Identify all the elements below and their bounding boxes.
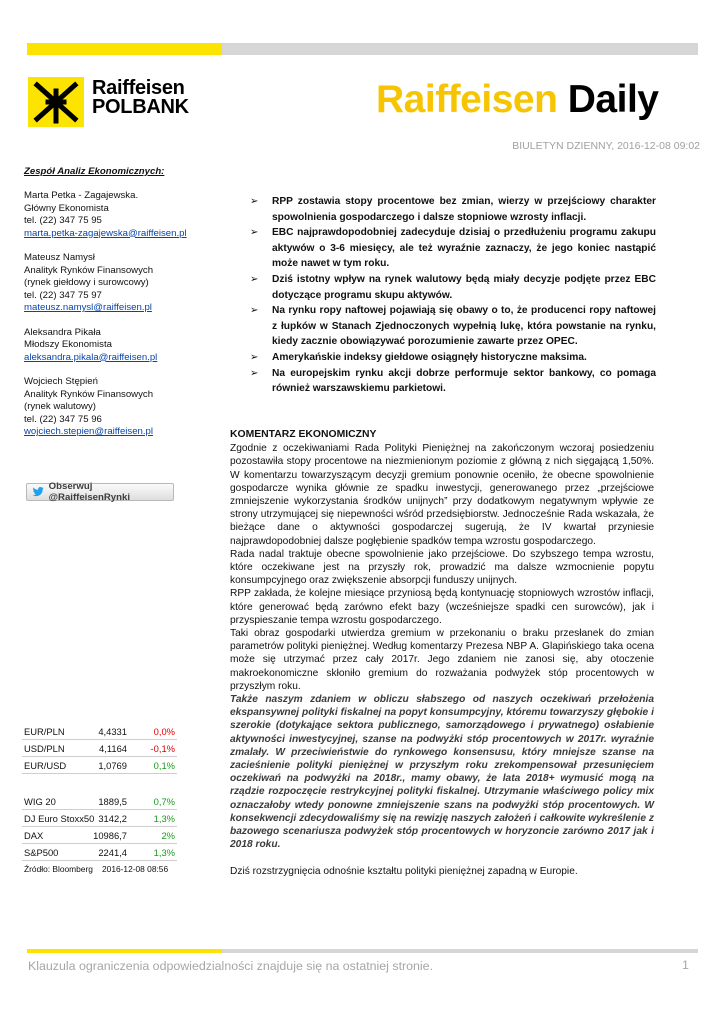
contact-detail: Główny Ekonomista bbox=[24, 202, 109, 214]
instrument-value: 4,1164 bbox=[99, 743, 127, 754]
instrument-value: 4,4331 bbox=[98, 726, 127, 737]
market-row bbox=[22, 759, 177, 774]
commentary-paragraph-4: Taki obraz gospodarki utwierdza gremium w przekonaniu o braku przesłanek do zmian parametrów polityki pieniężnej. Według komentarzy Prezesa NBP A. Glapińskiego taka ocena może się utrzymać przez cały 2017r. Jego zdaniem nie zanosi się, aby otoczenie makroekonomiczne skłoniło gremium do rozważania podwyżek stóp procentowych w przyszłym roku. bbox=[230, 628, 654, 692]
contact-detail: Analityk Rynków Finansowych bbox=[24, 388, 154, 400]
market-source bbox=[24, 864, 169, 874]
source-label: Źródło: Bloomberg bbox=[24, 864, 93, 874]
title-word-daily: Daily bbox=[567, 78, 659, 121]
contact-email-link[interactable]: mateusz.namysl@raiffeisen.pl bbox=[24, 302, 152, 314]
arrow-bullet-icon: ➢ bbox=[250, 305, 259, 317]
instrument-name: USD/PLN bbox=[24, 743, 65, 754]
follow-label: Obserwuj @RaiffeisenRynki bbox=[48, 481, 130, 503]
instrument-name: WIG 20 bbox=[24, 796, 56, 807]
key-point-text: Dziś istotny wpływ na rynek walutowy będą miały decyzje podjęte przez EBC dotyczące programu skupu aktywów. bbox=[272, 273, 656, 301]
arrow-bullet-icon: ➢ bbox=[250, 367, 259, 379]
instrument-change: 0,7% bbox=[153, 796, 175, 807]
contact-email-link[interactable]: wojciech.stepien@raiffeisen.pl bbox=[24, 426, 154, 438]
key-point bbox=[238, 350, 656, 366]
contact-name: Mateusz Namysł bbox=[24, 252, 95, 264]
instrument-value: 1,0769 bbox=[98, 760, 127, 771]
contact-card bbox=[24, 327, 209, 364]
key-point-text: EBC najprawdopodobniej zadecyduje dzisiaj o przedłużeniu programu zakupu aktywów o 3-6 miesięcy, ale też wyraźnie zaznaczy, że jego koniec nastąpić może nawet w tym roku. bbox=[272, 227, 656, 270]
source-date: 2016-12-08 08:56 bbox=[102, 864, 169, 874]
market-row bbox=[22, 812, 177, 827]
contact-detail: Młodszy Ekonomista bbox=[24, 339, 112, 351]
twitter-bird-icon bbox=[32, 487, 45, 497]
arrow-bullet-icon: ➢ bbox=[250, 351, 259, 363]
arrow-bullet-icon: ➢ bbox=[250, 273, 259, 285]
key-point-text: Amerykańskie indeksy giełdowe osiągnęły historyczne maksima. bbox=[272, 351, 587, 363]
instrument-value: 10986,7 bbox=[93, 830, 127, 841]
contact-detail: Analityk Rynków Finansowych bbox=[24, 264, 154, 276]
instrument-value: 1889,5 bbox=[98, 796, 127, 807]
contact-list bbox=[24, 190, 209, 438]
contact-card bbox=[24, 252, 209, 314]
instrument-change: 1,3% bbox=[153, 813, 175, 824]
contact-card bbox=[24, 376, 209, 438]
commentary-paragraph-2: Rada nadal traktuje obecne spowolnienie jako przejściowe. Do szybszego tempa wzrostu, które oczekiwane jest na przyszły rok, prowadzić ma dalsze wzmocnienie popytu konsumpcyjnego oraz zwiększenie absorpcji funduszy unijnych. bbox=[230, 548, 654, 587]
contact-name: Wojciech Stępień bbox=[24, 376, 98, 388]
market-row bbox=[22, 795, 177, 810]
logo-line-1: Raiffeisen bbox=[92, 77, 185, 99]
instrument-change: -0,1% bbox=[150, 743, 175, 754]
disclaimer-note: Klauzula ograniczenia odpowiedzialności znajduje się na ostatniej stronie. bbox=[28, 959, 434, 973]
contact-email-link[interactable]: marta.petka-zagajewska@raiffeisen.pl bbox=[24, 227, 187, 239]
contact-name: Aleksandra Pikała bbox=[24, 326, 101, 338]
key-points-list bbox=[238, 194, 656, 397]
key-point-text: Na rynku ropy naftowej pojawiają się obawy o to, że producenci ropy naftowej z łupków w Stanach Zjednoczonych wypełnią lukę, która powstanie na rynku, kiedy zacznie obowiązywać porozumienie zawarte przez OPEC. bbox=[272, 305, 656, 348]
key-point bbox=[238, 272, 656, 303]
instrument-change: 2% bbox=[161, 830, 175, 841]
instrument-name: DAX bbox=[24, 830, 44, 841]
contact-detail: tel. (22) 347 75 96 bbox=[24, 413, 102, 425]
publication-title bbox=[376, 77, 706, 123]
top-accent-yellow bbox=[27, 43, 222, 55]
key-point bbox=[238, 303, 656, 350]
contact-name: Marta Petka - Zagajewska. bbox=[24, 190, 139, 202]
sidebar bbox=[24, 166, 209, 451]
commentary-paragraph-6: Dziś rozstrzygnięcia odnośnie kształtu polityki pieniężnej zapadną w Europie. bbox=[230, 865, 578, 877]
logo-line-2: POLBANK bbox=[92, 96, 189, 118]
bottom-accent-bar bbox=[27, 949, 698, 953]
key-point bbox=[238, 194, 656, 225]
key-point bbox=[238, 225, 656, 272]
raiffeisen-gable-icon bbox=[28, 77, 84, 127]
arrow-bullet-icon: ➢ bbox=[250, 196, 259, 207]
market-row bbox=[22, 829, 177, 844]
market-row bbox=[22, 742, 177, 757]
instrument-change: 0,0% bbox=[153, 726, 175, 737]
market-row bbox=[22, 846, 177, 861]
contact-card bbox=[24, 190, 209, 240]
commentary-paragraph-3: RPP zakłada, że kolejne miesiące przyniosą będą kontynuację stopniowych wzrostów inflacji, które generować będą zarówno efekt bazy (wcześniejsze spadki cen surowców), jak i przyspieszanie tempa wzrostu gospodarczego. bbox=[230, 588, 654, 626]
bulletin-date: BIULETYN DZIENNY, 2016-12-08 09:02 bbox=[512, 140, 700, 152]
instrument-change: 0,1% bbox=[153, 760, 175, 771]
market-row bbox=[22, 725, 177, 740]
team-title: Zespół Analiz Ekonomicznych: bbox=[24, 166, 165, 177]
key-point-text: Na europejskim rynku akcji dobrze performuje sektor bankowy, co pomaga również warszawskiemu parkietowi. bbox=[272, 367, 656, 395]
contact-detail: tel. (22) 347 75 95 bbox=[24, 215, 102, 227]
commentary-paragraph-5: Także naszym zdaniem w obliczu słabszego od naszych oczekiwań przełożenia ekspansywnej polityki fiskalnej na popyt konsumpcyjny, któremu towarzyszy głębokie i szerokie (dotykające sektora publicznego, samorządowego i prywatnego) osłabienie aktywności inwestycyjnej, szanse na podwyżki stóp procentowych w 2017r. wyraźnie zmalały. W przeciwieństwie do rynkowego konsensusu, który mniejsze szanse na zacieśnienie polityki pieniężnej w przyszłym roku zrekompensował przesunięciem oczekiwań na podwyżki na 2018r., mamy obawy, że lata 2018+ wymusić mogą na rządzie rozpoczęcie restrykcyjnej polityki fiskalnej. Utrzymanie właściwego policy mix oznaczałoby wtedy ponowne zmniejszenie szans na podwyżki stóp procentowych. W konsekwencji zdecydowaliśmy się na rewizję naszych założeń i całkowite wykreślenie z bazowego scenariusza podwyżek stóp procentowych w horyzoncie zarówno 2017 jak i 2018 roku. bbox=[230, 694, 654, 851]
key-point bbox=[238, 366, 656, 397]
contact-detail: (rynek giełdowy i surowcowy) bbox=[24, 277, 149, 289]
key-point-text: RPP zostawia stopy procentowe bez zmian, wierzy w przejściowy charakter spowolnienia gospodarczego i dalsze stopniowe wzrosty inflacji. bbox=[272, 196, 656, 223]
instrument-value: 3142,2 bbox=[98, 813, 127, 824]
contact-detail: tel. (22) 347 75 97 bbox=[24, 289, 102, 301]
logo-wordmark bbox=[92, 79, 189, 117]
top-accent-bar bbox=[27, 43, 698, 55]
instrument-change: 1,3% bbox=[153, 847, 175, 858]
instrument-value: 2241,4 bbox=[98, 847, 127, 858]
economic-commentary bbox=[230, 428, 654, 878]
instrument-name: S&P500 bbox=[24, 847, 59, 858]
commentary-heading: KOMENTARZ EKONOMICZNY bbox=[230, 429, 377, 440]
title-word-raiffeisen: Raiffeisen bbox=[376, 78, 558, 121]
instrument-name: DJ Euro Stoxx50 bbox=[24, 813, 95, 824]
contact-email-link[interactable]: aleksandra.pikala@raiffeisen.pl bbox=[24, 351, 158, 363]
twitter-follow-button[interactable] bbox=[26, 483, 174, 501]
contact-detail: (rynek walutowy) bbox=[24, 401, 96, 413]
commentary-paragraph-1: Zgodnie z oczekiwaniami Rada Polityki Pieniężnej na zakończonym wczoraj posiedzeniu pozostawiła stopy procentowe na niezmienionym poziomie z główną z nich sięgającą 1,50%. W komentarzu towarzyszącym decyzji gremium ponownie oceniło, że obecne spowolnienie gospodarcze wynika głównie ze spadku inwestycji, generowanego przez „przejściowe zmniejszenie wykorzystania środków unijnych” przy dodatkowym negatywnym wpływie ze strony utrzymującej się niepewności wśród przedsiębiorstw. Jednocześnie Rada wskazała, że bieżące dane o aktywności gospodarczej sugerują, że IV kwartał przyniesie najprawdopodobniej dalsze pogłębienie spadków tempa wzrostu gospodarczego. bbox=[230, 443, 654, 547]
instrument-name: EUR/USD bbox=[24, 760, 67, 771]
arrow-bullet-icon: ➢ bbox=[250, 227, 259, 239]
raiffeisen-polbank-logo bbox=[28, 77, 188, 127]
bottom-accent-yellow bbox=[27, 949, 222, 953]
page-number: 1 bbox=[682, 958, 689, 972]
instrument-name: EUR/PLN bbox=[24, 726, 65, 737]
